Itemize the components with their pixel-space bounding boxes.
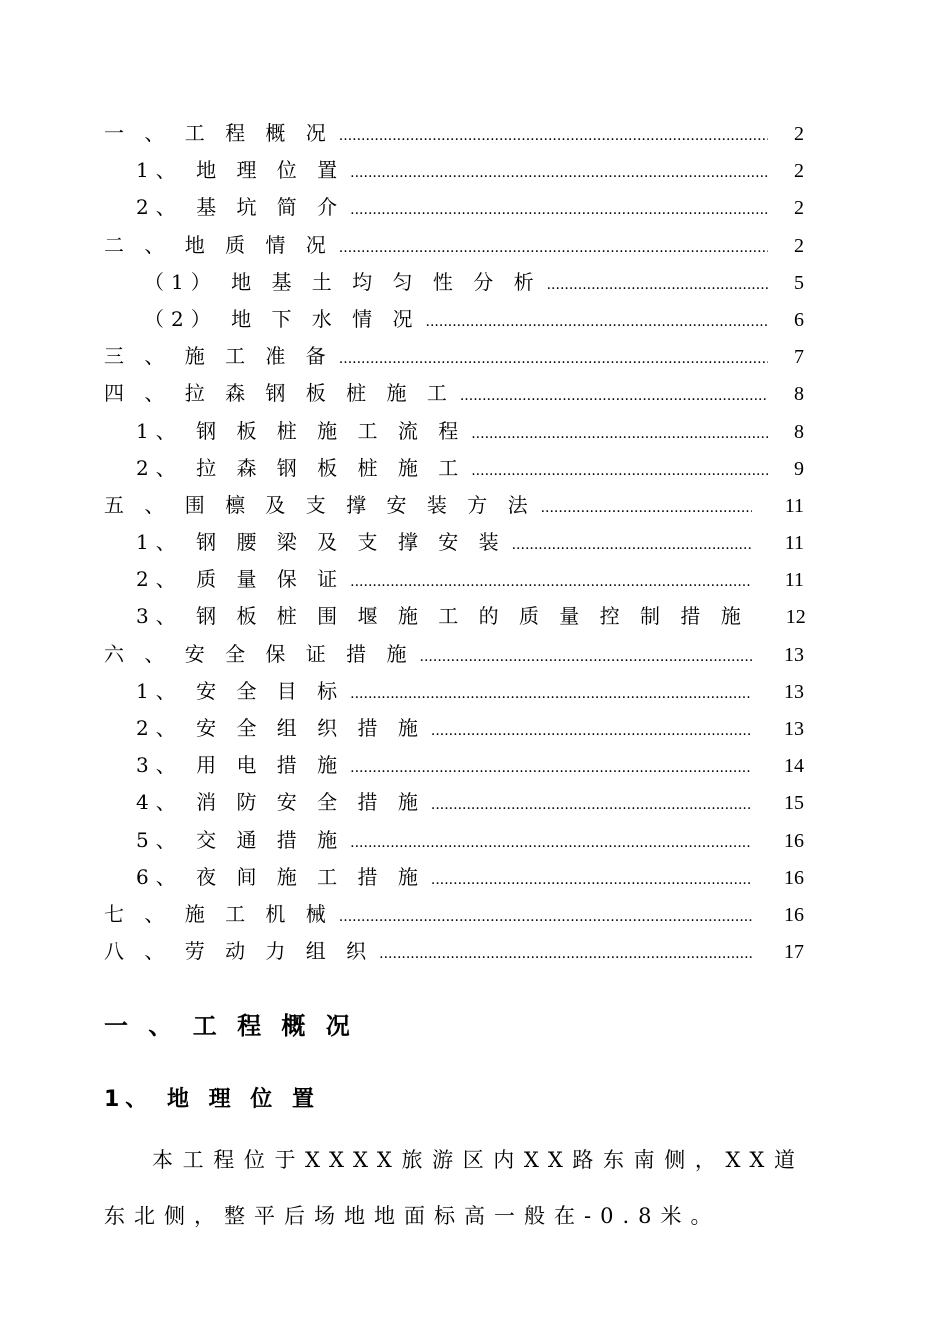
toc-entry-label: 八 、 劳 动 力 组 织	[104, 939, 374, 964]
toc-leader-dots	[426, 304, 768, 341]
toc-leader-dots	[512, 527, 752, 564]
toc-leader-dots	[379, 936, 752, 973]
toc-entry-page: 13	[784, 718, 804, 740]
toc-entry-label: 3、 用 电 措 施	[136, 753, 345, 778]
toc-entry-page: 14	[784, 755, 804, 778]
toc-entry[interactable]	[104, 115, 804, 152]
toc-leader-dots	[339, 118, 768, 155]
toc-entry-label: 1、 钢 腰 梁 及 支 撑 安 装	[136, 530, 506, 555]
toc-entry-page: 16	[784, 829, 804, 852]
toc-leader-dots	[431, 787, 752, 824]
toc-entry[interactable]	[104, 338, 804, 375]
toc-leader-dots	[471, 416, 768, 453]
toc-entry-page: 2	[794, 123, 804, 145]
toc-entry-page: 13	[784, 643, 804, 666]
toc-entry-label: 4、 消 防 安 全 措 施	[136, 790, 425, 815]
toc-entry[interactable]	[104, 636, 804, 673]
toc-entry-label: 2、 拉 森 钢 板 桩 施 工	[136, 455, 466, 480]
toc-entry-label: 五 、 围 檩 及 支 撑 安 装 方 法	[104, 492, 535, 517]
toc-leader-dots	[350, 192, 768, 229]
toc-entry-label: 3、 钢 板 桩 围 堰 施 工 的 质 量 控 制 措 施	[136, 604, 748, 629]
toc-entry[interactable]	[104, 524, 804, 561]
subsection-heading: 1、 地 理 位 置	[104, 1087, 320, 1112]
toc-entry-page: 15	[784, 792, 804, 815]
toc-entry-page: 2	[794, 197, 804, 220]
toc-entry[interactable]	[104, 673, 804, 710]
toc-entry-page: 2	[794, 160, 804, 183]
toc-entry-page: 5	[794, 271, 804, 294]
toc-entry[interactable]	[104, 822, 804, 859]
toc-entry-label: 二 、 地 质 情 况	[104, 232, 333, 257]
toc-leader-dots	[431, 862, 752, 899]
table-of-contents	[104, 115, 804, 970]
toc-entry[interactable]	[104, 301, 804, 338]
toc-entry-page: 13	[784, 680, 804, 703]
toc-entry-page: 11	[784, 569, 804, 592]
toc-entry-label: 2、 基 坑 简 介	[136, 195, 345, 220]
toc-entry-label: 2、 安 全 组 织 措 施	[136, 716, 425, 740]
toc-entry-label: 三 、 施 工 准 备	[104, 344, 333, 369]
toc-entry[interactable]	[104, 933, 804, 970]
toc-entry-label: 六 、 安 全 保 证 措 施	[104, 641, 414, 666]
toc-entry-label: 一 、 工 程 概 况	[104, 121, 333, 145]
toc-entry-page: 16	[784, 866, 804, 889]
toc-entry[interactable]	[104, 264, 804, 301]
toc-entry[interactable]	[104, 413, 804, 450]
toc-leader-dots	[431, 713, 752, 750]
toc-leader-dots	[350, 676, 752, 713]
toc-entry-label: 2、 质 量 保 证	[136, 567, 345, 592]
toc-leader-dots	[547, 267, 768, 304]
toc-entry[interactable]	[104, 450, 804, 487]
toc-entry-page: 7	[794, 346, 804, 369]
toc-entry[interactable]	[104, 227, 804, 264]
toc-entry-label: 1、 地 理 位 置	[136, 158, 345, 183]
toc-leader-dots	[460, 378, 768, 415]
toc-entry-label: 6、 夜 间 施 工 措 施	[136, 864, 425, 889]
toc-entry[interactable]	[104, 896, 804, 933]
toc-entry-label: 四 、 拉 森 钢 板 桩 施 工	[104, 381, 454, 406]
toc-entry-label: （2） 地 下 水 情 况	[144, 306, 420, 331]
toc-entry-page: 11	[784, 532, 804, 555]
toc-leader-dots	[350, 750, 752, 787]
toc-entry-page: 6	[794, 308, 804, 331]
toc-entry-page: 8	[794, 420, 804, 443]
toc-entry-page: 11	[784, 494, 804, 517]
toc-entry-page: 2	[794, 234, 804, 257]
toc-entry[interactable]	[104, 747, 804, 784]
toc-entry[interactable]	[104, 487, 804, 524]
toc-entry[interactable]	[104, 152, 804, 189]
toc-entry[interactable]	[104, 784, 804, 821]
toc-entry[interactable]	[104, 859, 804, 896]
toc-entry[interactable]	[104, 598, 804, 635]
toc-entry-page: 17	[784, 941, 804, 964]
toc-leader-dots	[471, 453, 768, 490]
toc-leader-dots	[350, 155, 768, 192]
toc-entry[interactable]	[104, 375, 804, 412]
toc-leader-dots	[420, 639, 752, 676]
toc-entry-page: 12	[785, 606, 806, 629]
toc-entry[interactable]	[104, 710, 804, 747]
toc-entry-label: （1） 地 基 土 均 匀 性 分 析	[144, 269, 541, 294]
toc-leader-dots	[541, 490, 752, 527]
section-heading: 一 、 工 程 概 况	[104, 1012, 356, 1040]
toc-entry-page: 9	[794, 457, 804, 480]
toc-entry-label: 5、 交 通 措 施	[136, 827, 345, 852]
body-paragraph: 本工程位于XXXX旅游区内XX路东南侧，XX道东北侧，整平后场地地面标高一般在-0.8米。	[104, 1148, 804, 1228]
toc-entry-page: 16	[784, 903, 804, 926]
toc-entry-page: 8	[794, 383, 804, 406]
toc-leader-dots	[339, 899, 752, 936]
toc-leader-dots	[350, 564, 752, 601]
toc-entry-label: 1、 钢 板 桩 施 工 流 程	[136, 418, 466, 443]
toc-leader-dots	[350, 825, 752, 862]
toc-leader-dots	[339, 230, 768, 267]
toc-leader-dots	[339, 341, 768, 378]
toc-entry[interactable]	[104, 561, 804, 598]
toc-entry-label: 1、 安 全 目 标	[136, 678, 345, 703]
toc-entry[interactable]	[104, 189, 804, 226]
toc-entry-label: 七 、 施 工 机 械	[104, 901, 333, 926]
